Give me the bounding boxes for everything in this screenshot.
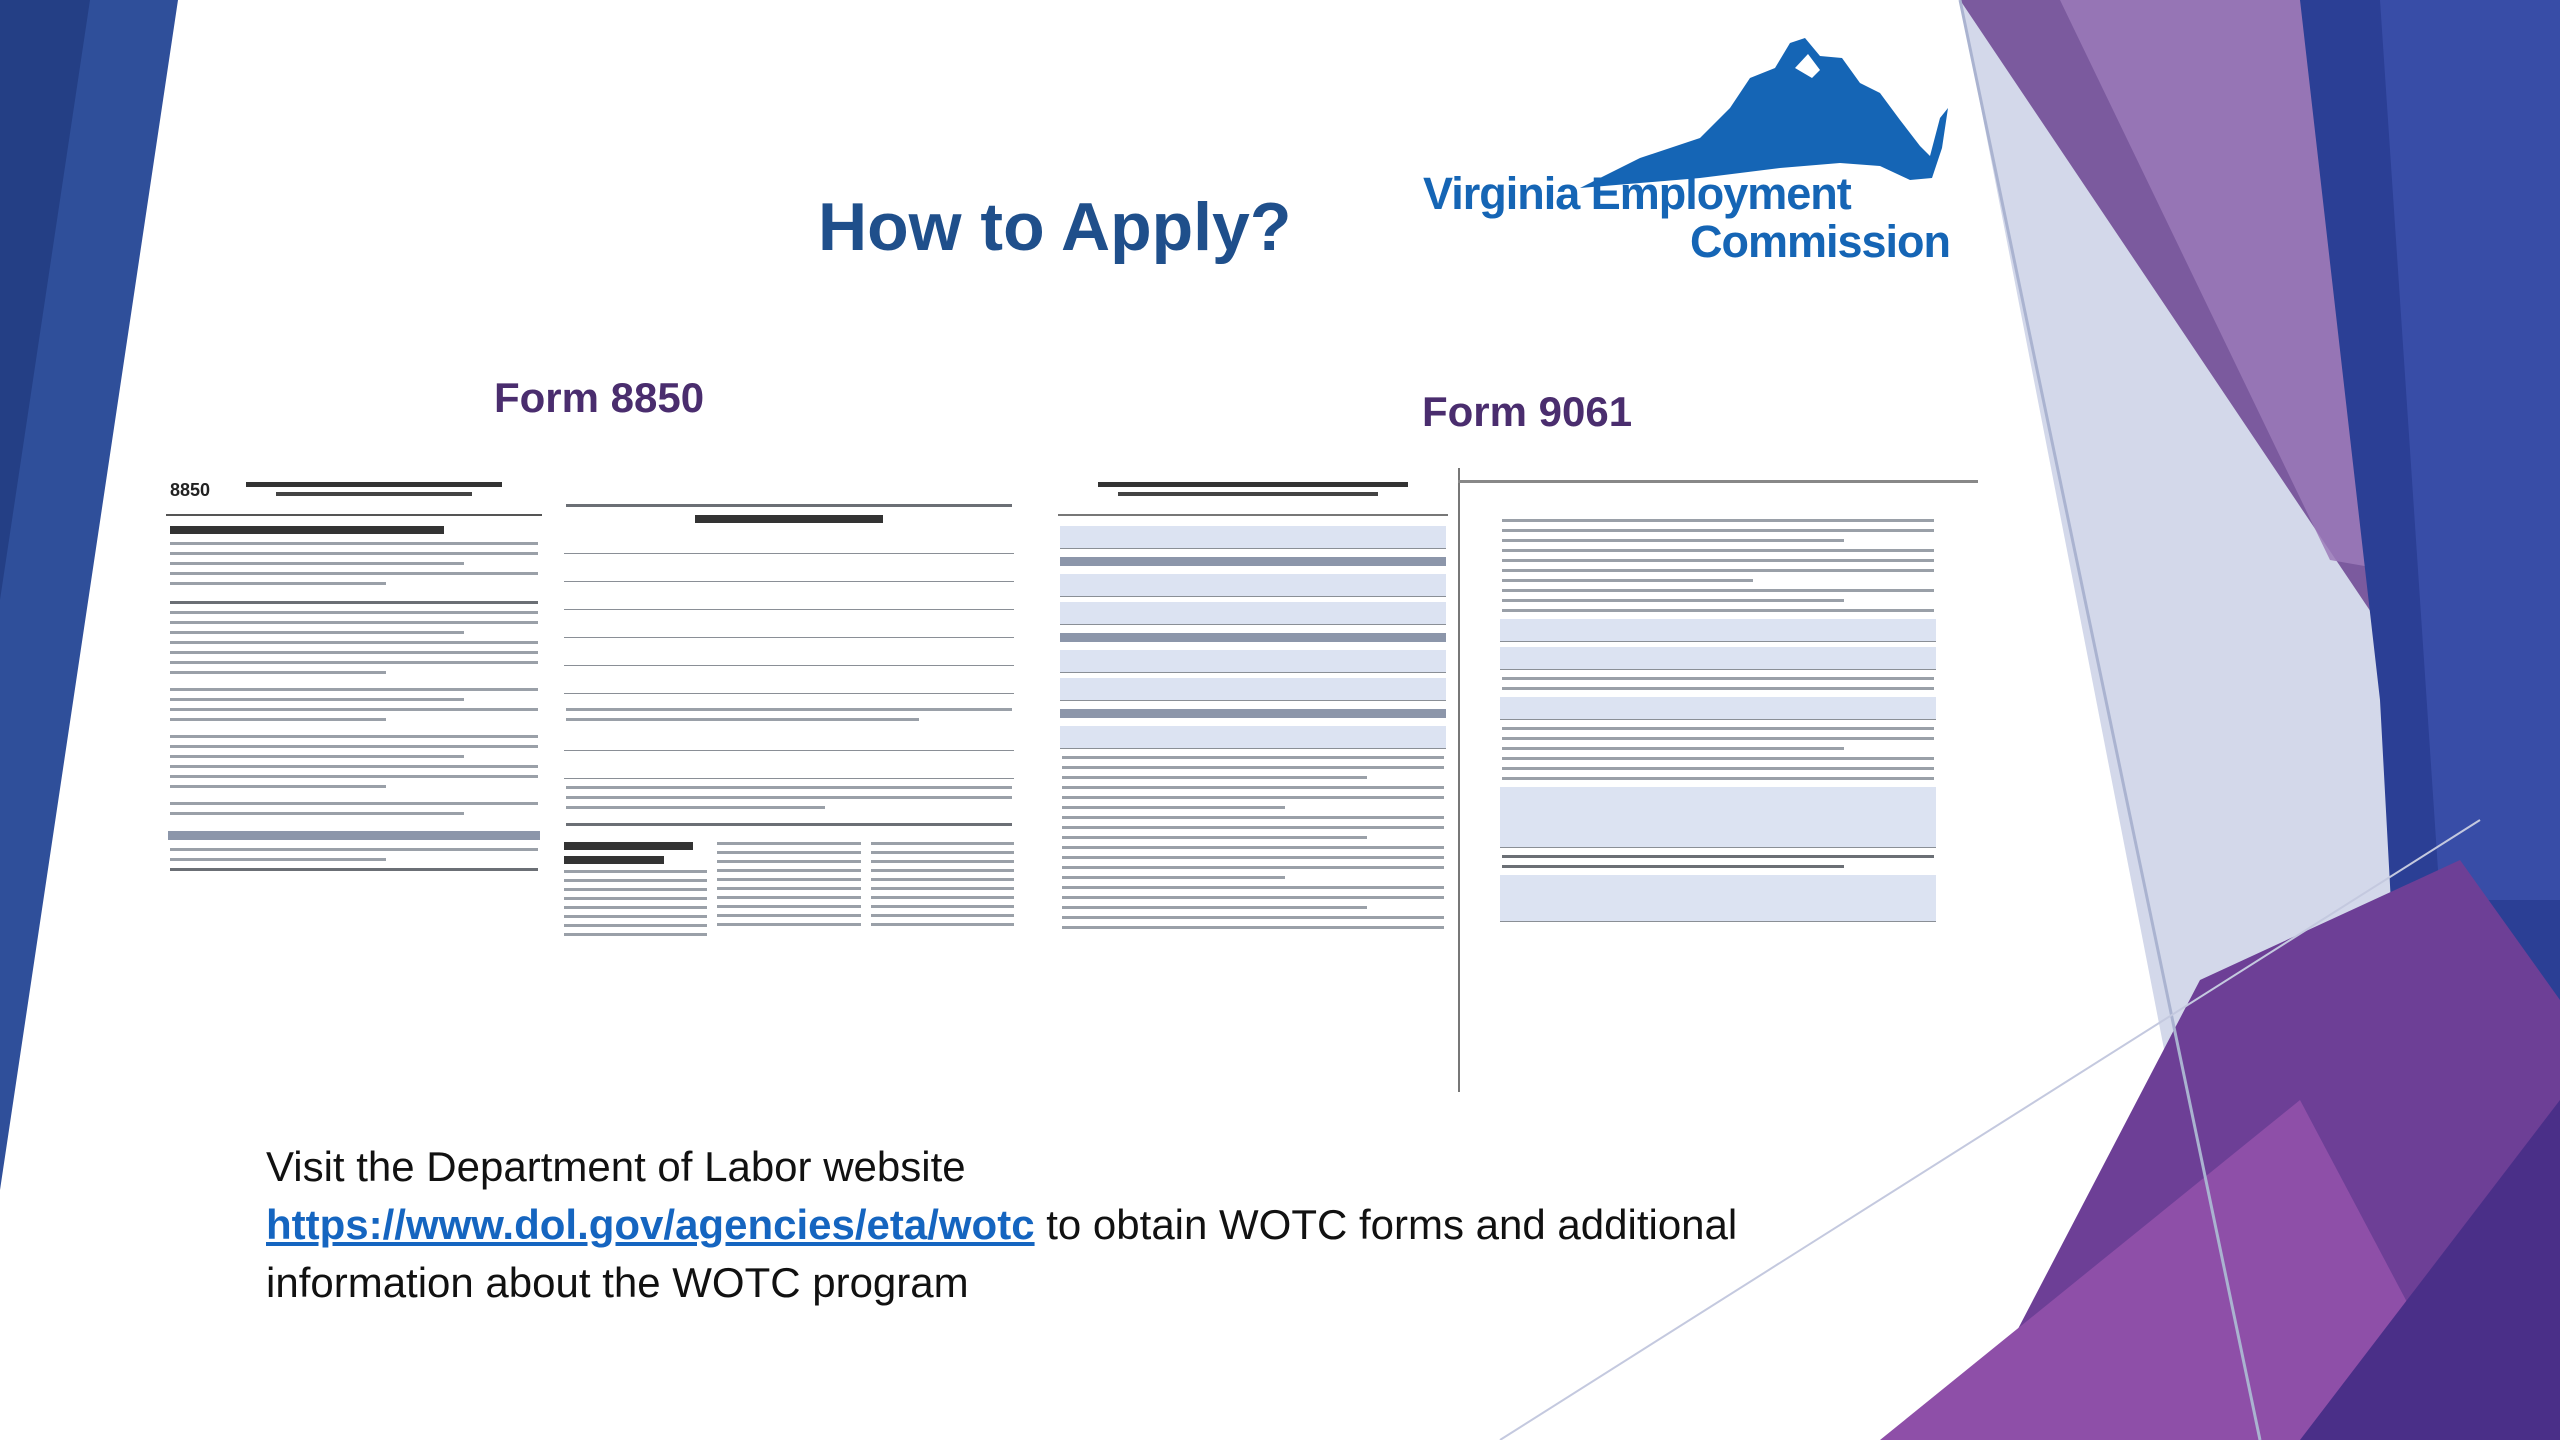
form-9061-page-2-image (1490, 505, 1946, 1035)
form-8850-page-2-image (554, 470, 1024, 1018)
dol-wotc-link[interactable]: https://www.dol.gov/agencies/eta/wotc (266, 1201, 1035, 1248)
form-divider-vertical (1458, 468, 1460, 1092)
instructions-line-3: information about the WOTC program (266, 1259, 969, 1306)
instructions-line-2 (266, 1196, 1966, 1254)
form-number: 8850 (170, 480, 211, 500)
logo-text-line1: Virginia Employment (1423, 168, 1851, 219)
vec-logo (1420, 38, 1950, 267)
instructions-line-2-rest: to obtain WOTC forms and additional (1034, 1201, 1738, 1248)
slide-title: How to Apply? (818, 189, 1292, 265)
apply-instructions (266, 1138, 1966, 1312)
instructions-line-1: Visit the Department of Labor website (266, 1143, 966, 1190)
form-9061-page-1-image (1050, 470, 1456, 1018)
logo-text-line2: Commission (1689, 216, 1950, 267)
form-8850-label: Form 8850 (494, 374, 705, 421)
form-divider-horizontal (1458, 480, 1978, 483)
form-9061-label: Form 9061 (1422, 388, 1633, 435)
virginia-state-outline-icon (1580, 38, 1950, 188)
form-8850-page-1-image (158, 470, 550, 1018)
